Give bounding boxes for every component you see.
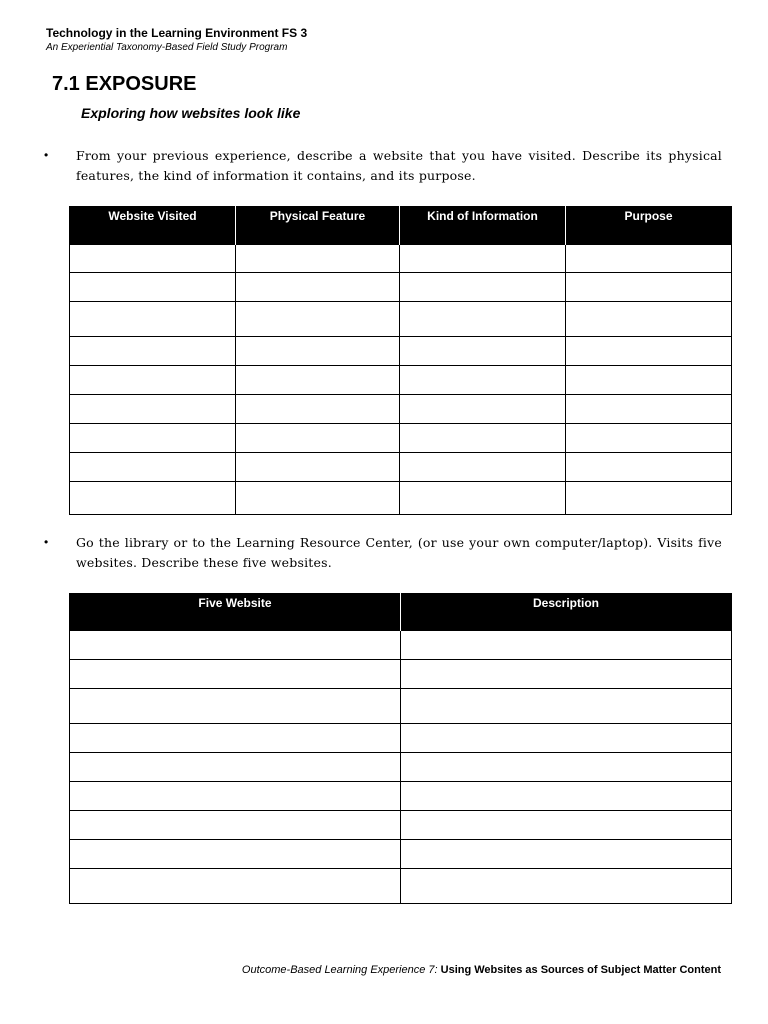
- table-row: [70, 631, 732, 660]
- table-cell[interactable]: [70, 660, 401, 689]
- bullet-1: •: [44, 148, 49, 162]
- table-cell[interactable]: [236, 366, 400, 395]
- table-cell[interactable]: [566, 302, 732, 337]
- table-cell[interactable]: [236, 245, 400, 273]
- column-header-physical-feature: Physical Feature: [236, 206, 400, 245]
- table-cell[interactable]: [70, 302, 236, 337]
- instruction-2: Go the library or to the Learning Resource Center, (or use your own computer/laptop). Visits five websites. Describe these five websites.: [76, 535, 722, 570]
- table-cell[interactable]: [236, 273, 400, 302]
- table-cell[interactable]: [70, 453, 236, 482]
- header-title: Technology in the Learning Environment FS 3: [46, 26, 308, 40]
- table-row: [70, 337, 732, 366]
- table-cell[interactable]: [400, 366, 566, 395]
- table-cell[interactable]: [401, 631, 732, 660]
- instruction-1: From your previous experience, describe a website that you have visited. Describe its physical features, the kind of information it contains, and its purpose.: [76, 148, 722, 183]
- table-row: [70, 811, 732, 840]
- table-row: [70, 753, 732, 782]
- table-cell[interactable]: [236, 302, 400, 337]
- table-cell[interactable]: [400, 453, 566, 482]
- table-cell[interactable]: [566, 337, 732, 366]
- table-cell[interactable]: [401, 753, 732, 782]
- table-cell[interactable]: [236, 395, 400, 424]
- table-cell[interactable]: [236, 337, 400, 366]
- table-cell[interactable]: [566, 482, 732, 515]
- table-cell[interactable]: [401, 660, 732, 689]
- table-cell[interactable]: [70, 840, 401, 869]
- table-header-row: [70, 206, 732, 245]
- table-row: [70, 424, 732, 453]
- table-row: [70, 689, 732, 724]
- table-cell[interactable]: [70, 424, 236, 453]
- table-cell[interactable]: [566, 245, 732, 273]
- table-row: [70, 453, 732, 482]
- table-cell[interactable]: [70, 337, 236, 366]
- table-cell[interactable]: [70, 689, 401, 724]
- table-cell[interactable]: [566, 273, 732, 302]
- column-header-website-visited: Website Visited: [70, 206, 236, 245]
- table-cell[interactable]: [400, 302, 566, 337]
- table-cell[interactable]: [400, 273, 566, 302]
- table-row: [70, 482, 732, 515]
- table-row: [70, 366, 732, 395]
- section-subheading: Exploring how websites look like: [81, 105, 301, 121]
- table-cell[interactable]: [401, 811, 732, 840]
- table-row: [70, 245, 732, 273]
- table-cell[interactable]: [236, 453, 400, 482]
- table-row: [70, 660, 732, 689]
- footer-prefix: Outcome-Based Learning Experience 7:: [241, 964, 441, 976]
- website-features-table: [69, 206, 732, 515]
- table-cell[interactable]: [401, 869, 732, 904]
- column-header-kind-of-information: Kind of Information: [400, 206, 566, 245]
- table-cell[interactable]: [70, 273, 236, 302]
- table-cell[interactable]: [236, 482, 400, 515]
- table-cell[interactable]: [70, 782, 401, 811]
- table-header-row: [70, 593, 732, 631]
- table-cell[interactable]: [400, 424, 566, 453]
- table-row: [70, 869, 732, 904]
- table-row: [70, 782, 732, 811]
- table-cell[interactable]: [401, 782, 732, 811]
- table-cell[interactable]: [566, 424, 732, 453]
- table-cell[interactable]: [401, 689, 732, 724]
- table-cell[interactable]: [70, 811, 401, 840]
- column-header-description: Description: [401, 593, 732, 631]
- table-cell[interactable]: [70, 869, 401, 904]
- column-header-five-website: Five Website: [70, 593, 401, 631]
- table-cell[interactable]: [70, 245, 236, 273]
- table-cell[interactable]: [400, 482, 566, 515]
- table-cell[interactable]: [566, 453, 732, 482]
- section-title: 7.1 EXPOSURE: [52, 73, 197, 95]
- table-cell[interactable]: [566, 366, 732, 395]
- table-cell[interactable]: [70, 366, 236, 395]
- table-cell[interactable]: [566, 395, 732, 424]
- table-row: [70, 302, 732, 337]
- table-cell[interactable]: [70, 753, 401, 782]
- bullet-2: •: [44, 535, 49, 549]
- five-websites-table: [69, 593, 732, 904]
- table-row: [70, 273, 732, 302]
- page-footer: [242, 964, 721, 976]
- table-row: [70, 724, 732, 753]
- table-cell[interactable]: [236, 424, 400, 453]
- table-row: [70, 840, 732, 869]
- column-header-purpose: Purpose: [566, 206, 732, 245]
- table-cell[interactable]: [70, 395, 236, 424]
- table-cell[interactable]: [400, 337, 566, 366]
- table-cell[interactable]: [70, 482, 236, 515]
- table-cell[interactable]: [70, 724, 401, 753]
- table-cell[interactable]: [70, 631, 401, 660]
- footer-title: Using Websites as Sources of Subject Matter Content: [440, 964, 721, 976]
- table-cell[interactable]: [401, 724, 732, 753]
- header-subtitle: An Experiential Taxonomy-Based Field Study Program: [46, 42, 288, 53]
- table-row: [70, 395, 732, 424]
- table-cell[interactable]: [400, 395, 566, 424]
- table-cell[interactable]: [400, 245, 566, 273]
- table-cell[interactable]: [401, 840, 732, 869]
